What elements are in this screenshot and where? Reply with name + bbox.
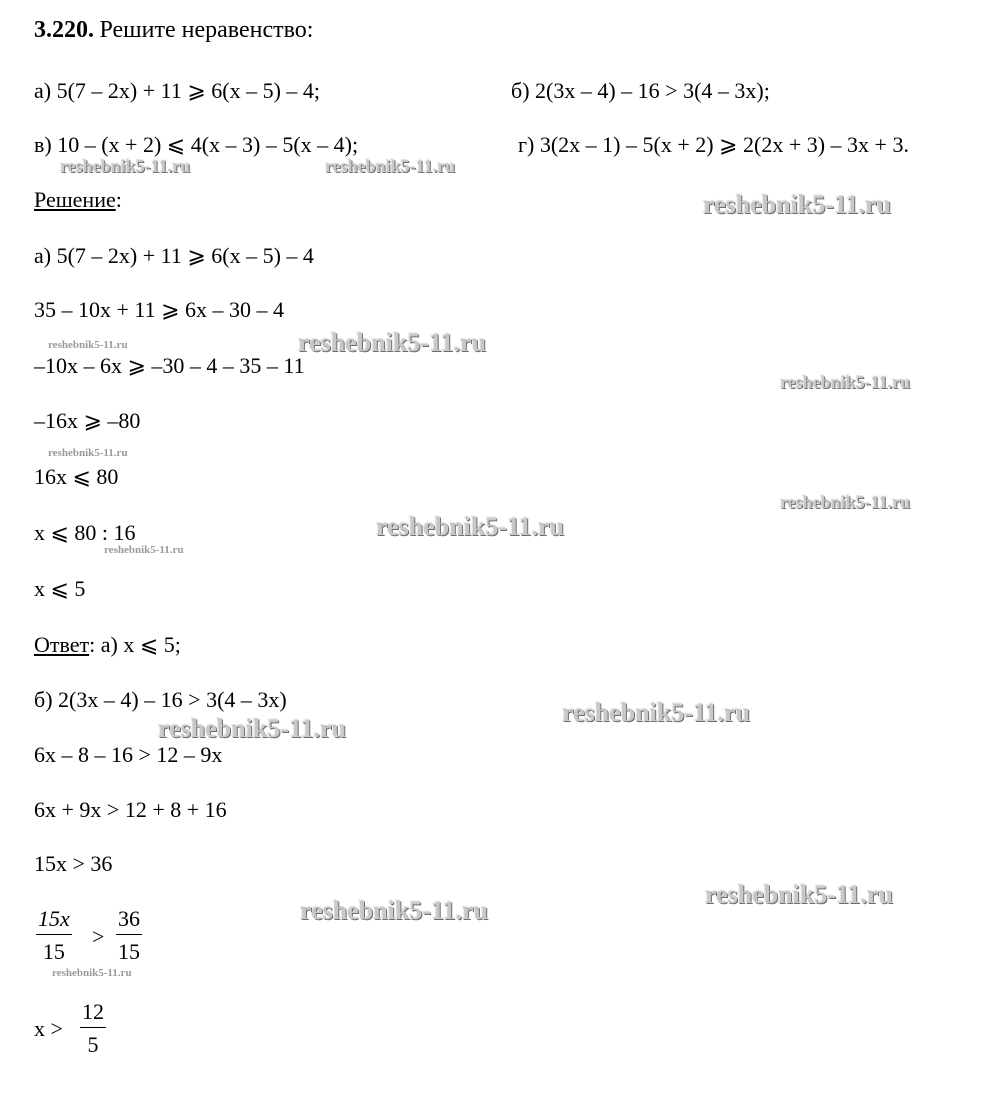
- watermark: reshebnik5-11.ru: [325, 156, 456, 176]
- answer-text: : а) x ⩽ 5;: [89, 632, 181, 657]
- fraction-numerator: 36: [118, 906, 140, 931]
- watermark: reshebnik5-11.ru: [562, 698, 751, 727]
- fraction-left: [36, 908, 72, 963]
- watermark: reshebnik5-11.ru: [48, 339, 128, 351]
- solution-heading: [34, 189, 122, 211]
- fraction-result: [80, 1001, 106, 1056]
- watermark: reshebnik5-11.ru: [376, 512, 565, 541]
- watermark: reshebnik5-11.ru: [298, 328, 487, 357]
- problem-title: Решите неравенство:: [99, 17, 314, 43]
- x-greater-than: x >: [34, 1016, 63, 1041]
- answer-label: Ответ: [34, 632, 90, 657]
- watermark: reshebnik5-11.ru: [158, 714, 347, 743]
- watermark: reshebnik5-11.ru: [52, 967, 132, 979]
- answer-a: [34, 634, 181, 656]
- fraction-right: [116, 908, 142, 963]
- part-b-line: б) 2(3x – 4) – 16 > 3(4 – 3x): [34, 687, 287, 712]
- fraction-denominator: 15: [42, 939, 65, 964]
- watermark: reshebnik5-11.ru: [780, 492, 911, 512]
- part-b-line: 15x > 36: [34, 851, 113, 876]
- watermark: reshebnik5-11.ru: [780, 372, 911, 392]
- fraction-denominator: 5: [87, 1032, 99, 1057]
- problem-number: 3.220.: [34, 17, 94, 43]
- watermark: reshebnik5-11.ru: [705, 880, 894, 909]
- part-b-line: 6x – 8 – 16 > 12 – 9x: [34, 742, 223, 767]
- part-a-line: –10x – 6x ⩾ –30 – 4 – 35 – 11: [34, 353, 305, 378]
- watermark: reshebnik5-11.ru: [60, 156, 191, 176]
- part-b-line: 6x + 9x > 12 + 8 + 16: [34, 797, 227, 822]
- fraction-numerator: 12: [82, 999, 104, 1024]
- watermark: reshebnik5-11.ru: [48, 447, 128, 459]
- part-a-line: а) 5(7 – 2x) + 11 ⩾ 6(x – 5) – 4: [34, 243, 314, 268]
- fraction-denominator: 15: [118, 939, 140, 964]
- task-a: а) 5(7 – 2x) + 11 ⩾ 6(x – 5) – 4;: [34, 78, 321, 103]
- watermark: reshebnik5-11.ru: [104, 544, 184, 556]
- fraction-numerator: 15x: [38, 906, 70, 931]
- greater-than-sign: >: [92, 924, 105, 949]
- watermark: reshebnik5-11.ru: [300, 896, 489, 925]
- part-a-line: x ⩽ 5: [34, 576, 86, 601]
- task-v: в) 10 – (x + 2) ⩽ 4(x – 3) – 5(x – 4);: [34, 132, 359, 157]
- task-b: б) 2(3x – 4) – 16 > 3(4 – 3x);: [511, 78, 770, 103]
- part-a-line: 35 – 10x + 11 ⩾ 6x – 30 – 4: [34, 297, 285, 322]
- solution-colon: :: [115, 187, 122, 212]
- problem-header: [34, 18, 313, 42]
- part-a-line: 16x ⩽ 80: [34, 464, 119, 489]
- task-g: г) 3(2x – 1) – 5(x + 2) ⩾ 2(2x + 3) – 3x + 3.: [518, 132, 909, 157]
- solution-label: Решение: [34, 187, 116, 212]
- part-a-line: x ⩽ 80 : 16: [34, 520, 136, 545]
- watermark: reshebnik5-11.ru: [703, 190, 892, 219]
- part-a-line: –16x ⩾ –80: [34, 408, 141, 433]
